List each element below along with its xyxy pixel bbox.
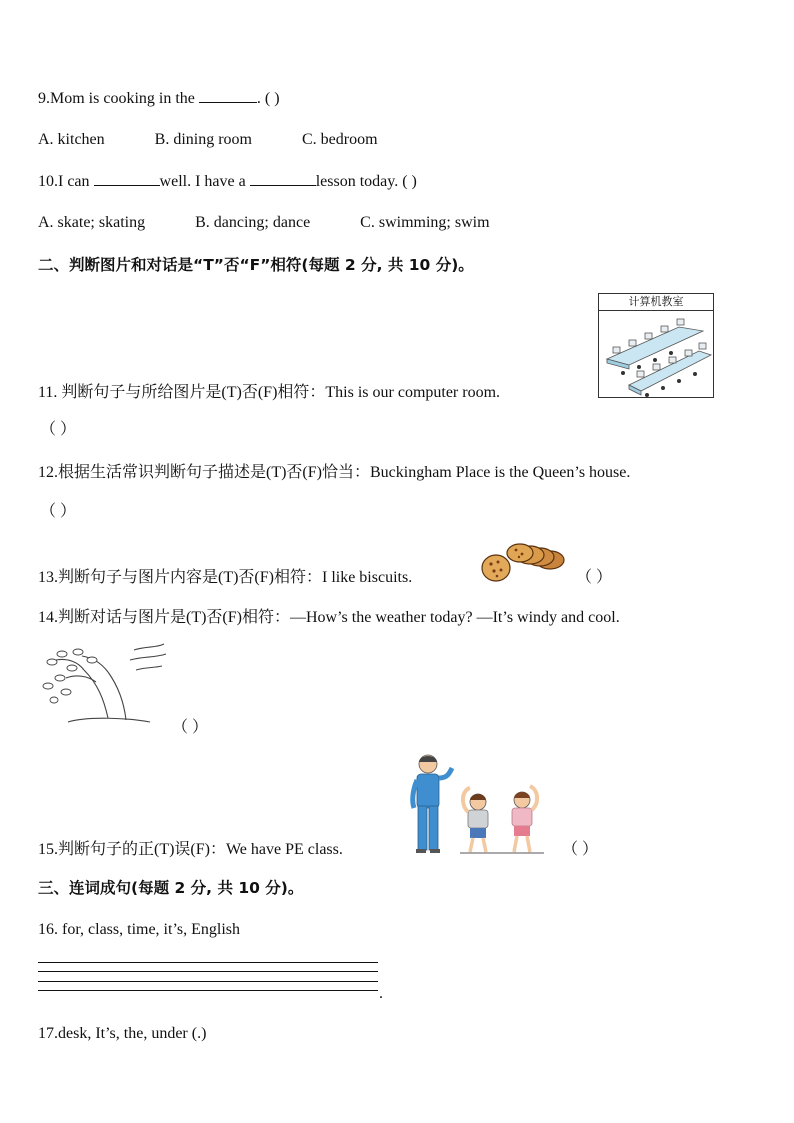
computer-room-image: [598, 293, 714, 398]
writing-line[interactable]: [38, 990, 378, 991]
answer-paren[interactable]: （ ）: [40, 421, 77, 438]
option-b[interactable]: B. dancing; dance: [195, 214, 311, 231]
answer-blank-2[interactable]: [250, 171, 316, 186]
answer-blank-1[interactable]: [94, 171, 160, 186]
question-11: 11. 判断句子与所给图片是(T)否(F)相符：This is our computer room.: [38, 384, 501, 401]
answer-paren[interactable]: （ ）: [172, 719, 209, 736]
answer-paren[interactable]: （ ）: [576, 569, 613, 586]
option-c[interactable]: C. bedroom: [302, 131, 378, 148]
answer-paren[interactable]: （ ）: [562, 841, 599, 858]
answer-blank[interactable]: [199, 88, 257, 103]
question-9-options: [38, 130, 378, 150]
writing-line[interactable]: [38, 981, 378, 982]
question-10: [38, 171, 417, 192]
section-2-heading: 二、判断图片和对话是“T”否“F”相符(每题 2 分, 共 10 分)。: [38, 256, 474, 274]
question-10-options: [38, 213, 490, 233]
windy-tree-image: [38, 640, 168, 730]
answer-paren[interactable]: （ ）: [40, 503, 77, 520]
question-10-part2: well. I have a: [159, 173, 246, 190]
biscuits-image: [480, 540, 568, 586]
question-15: 15.判断句子的正(T)误(F)：We have PE class.: [38, 841, 343, 858]
question-13: 13.判断句子与图片内容是(T)否(F)相符：I like biscuits.: [38, 569, 413, 586]
option-a[interactable]: A. kitchen: [38, 131, 105, 148]
answer-paren[interactable]: . ( ): [256, 90, 280, 107]
question-12: 12.根据生活常识判断句子描述是(T)否(F)恰当：Buckingham Place is the Queen’s house.: [38, 464, 631, 481]
question-9-text: 9.Mom is cooking in the: [38, 90, 195, 107]
end-period: .: [379, 985, 383, 1002]
writing-line[interactable]: [38, 962, 378, 963]
option-a[interactable]: A. skate; skating: [38, 214, 146, 231]
image-caption: 计算机教室: [599, 294, 713, 311]
section-3-heading: 三、连词成句(每题 2 分, 共 10 分)。: [38, 879, 304, 897]
question-10-part3[interactable]: lesson today. ( ): [315, 173, 417, 190]
question-10-part1: 10.I can: [38, 173, 90, 190]
question-17: 17.desk, It’s, the, under (.): [38, 1025, 207, 1042]
question-14: 14.判断对话与图片是(T)否(F)相符：—How’s the weather today? —It’s windy and cool.: [38, 609, 620, 626]
writing-line[interactable]: [38, 971, 378, 972]
question-9: [38, 88, 280, 109]
computer-desks-illustration: [599, 311, 713, 397]
question-16: 16. for, class, time, it’s, English: [38, 921, 241, 938]
option-b[interactable]: B. dining room: [154, 131, 252, 148]
pe-class-image: [404, 752, 554, 856]
option-c[interactable]: C. swimming; swim: [360, 214, 490, 231]
